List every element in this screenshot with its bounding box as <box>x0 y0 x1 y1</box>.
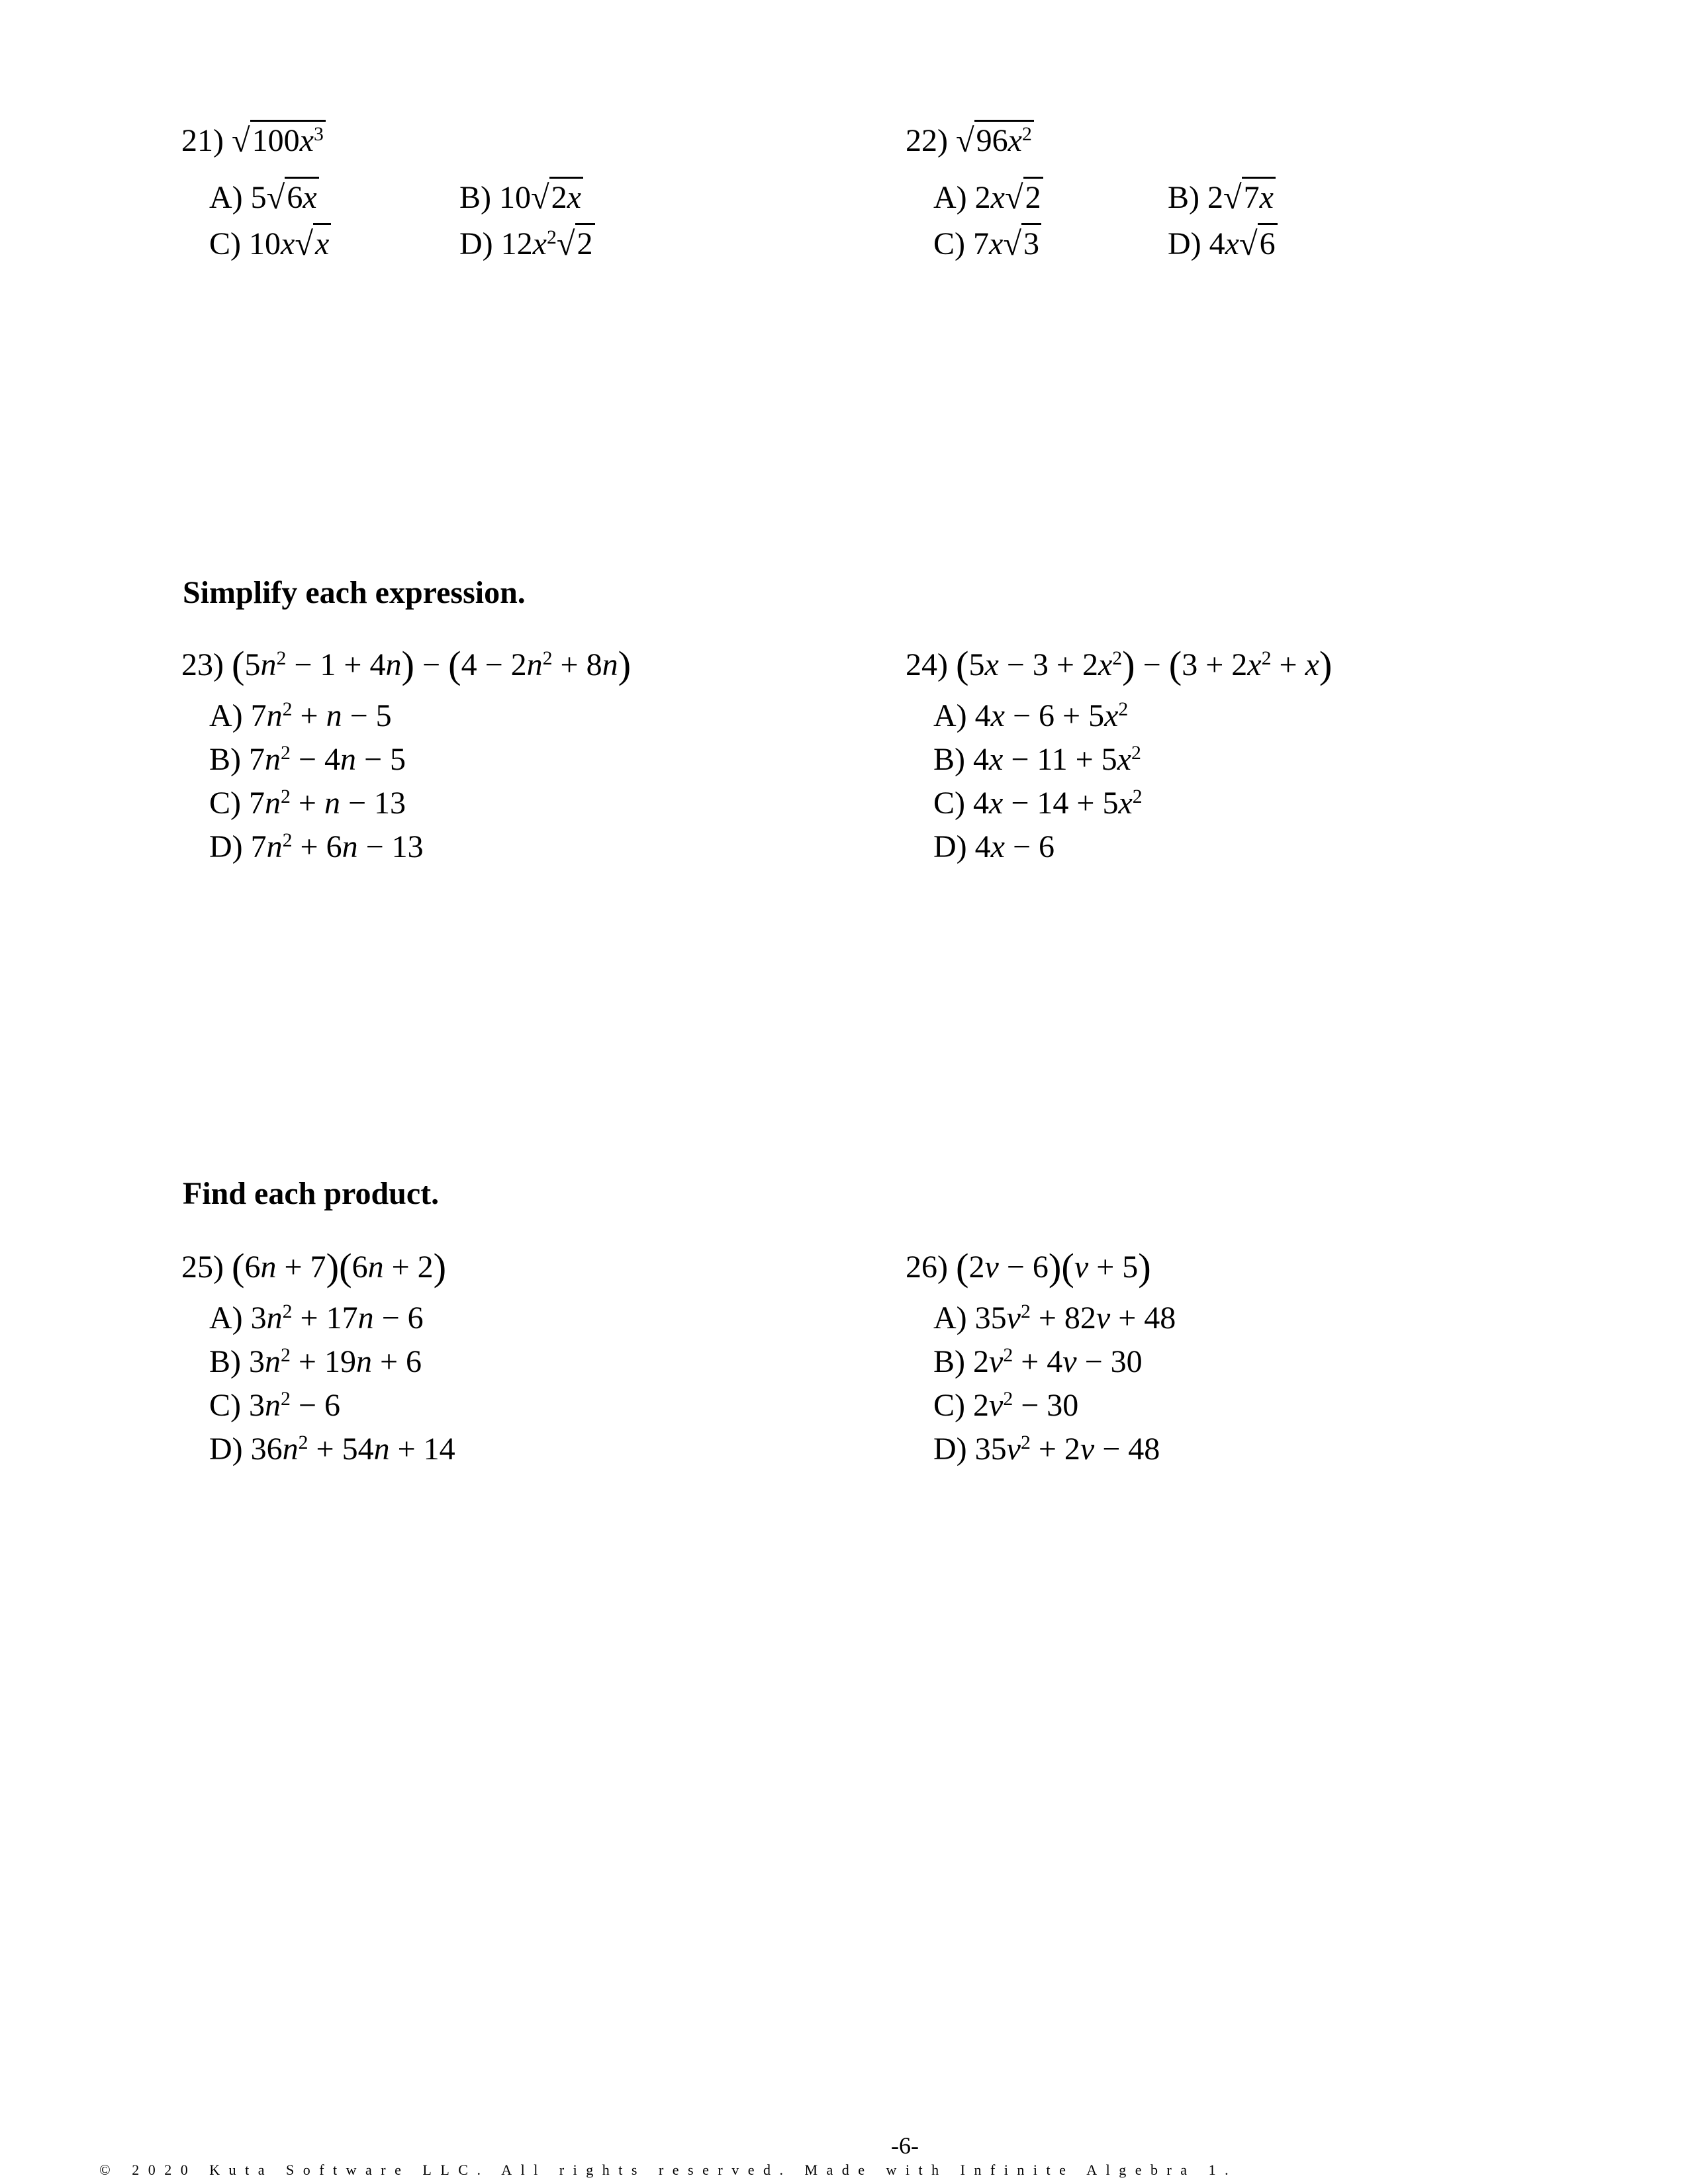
option-label: B) <box>209 742 241 777</box>
option-label: C) <box>209 226 241 261</box>
option-label: B) <box>1168 180 1199 215</box>
page-number: -6- <box>891 2132 919 2159</box>
option-label: D) <box>209 829 243 864</box>
answer-option: B) $7n^2 - 4n - 5$ <box>209 741 406 777</box>
section-heading-product: Find each product. <box>183 1176 440 1211</box>
option-label: C) <box>933 1388 965 1423</box>
problem-expression: $(5x - 3 + 2x^2) - (3 + 2x^2 + x)$ <box>955 643 1333 686</box>
answer-option: D) 4x − 6 <box>933 829 1055 864</box>
problem-24 <box>906 643 1333 686</box>
answer-option: A) 5√6x <box>209 180 319 214</box>
answer-option: D) $7n^2 + 6n - 13$ <box>209 829 424 864</box>
problem-26 <box>906 1245 1151 1289</box>
option-label: B) <box>933 1344 965 1379</box>
answer-option: A) 2x√2 <box>933 180 1043 214</box>
problem-expression: (2v − 6)(v + 5) <box>955 1245 1151 1289</box>
problem-number: 25) <box>181 1250 224 1285</box>
answer-option: C) 10x√x <box>209 226 331 260</box>
problem-expression: (6n + 7)(6n + 2) <box>231 1245 447 1289</box>
answer-option: C) $7n^2 + n - 13$ <box>209 785 406 821</box>
copyright-footer: © 2020 Kuta Software LLC. All rights reserved. Made with Infinite Algebra 1. <box>99 2161 1238 2178</box>
problem-22 <box>906 123 1034 157</box>
answer-option: D) $12x^2√2$ <box>459 226 595 260</box>
option-label: A) <box>933 1300 967 1336</box>
problem-expression: $√100x^3$ <box>232 123 326 157</box>
answer-option: C) $3n^2 - 6$ <box>209 1387 340 1423</box>
answer-option: B) 10√2x <box>459 180 583 214</box>
option-label: A) <box>209 180 243 215</box>
answer-option: A) $3n^2 + 17n - 6$ <box>209 1300 424 1336</box>
option-label: A) <box>209 698 243 733</box>
problem-number: 26) <box>906 1250 948 1285</box>
answer-option: B) $4x - 11 + 5x^2$ <box>933 741 1141 777</box>
answer-option: B) $3n^2 + 19n + 6$ <box>209 1343 422 1379</box>
option-label: D) <box>933 829 967 864</box>
answer-option: B) $2v^2 + 4v - 30$ <box>933 1343 1143 1379</box>
option-label: C) <box>209 786 241 821</box>
problem-expression: $√96x^2$ <box>956 123 1034 157</box>
option-label: B) <box>933 742 965 777</box>
option-label: A) <box>209 1300 243 1336</box>
problem-21 <box>181 123 326 157</box>
option-label: A) <box>933 698 967 733</box>
problem-23 <box>181 643 632 686</box>
option-label: C) <box>933 786 965 821</box>
problem-25 <box>181 1245 447 1289</box>
option-label: B) <box>459 180 491 215</box>
option-label: D) <box>933 1432 967 1467</box>
option-label: D) <box>459 226 493 261</box>
answer-option: C) $2v^2 - 30$ <box>933 1387 1079 1423</box>
option-label: C) <box>209 1388 241 1423</box>
answer-option: D) 4x√6 <box>1168 226 1278 260</box>
problem-number: 21) <box>181 123 224 158</box>
problem-expression: $(5n^2 - 1 + 4n) - (4 - 2n^2 + 8n)$ <box>231 643 632 686</box>
answer-option: D) $36n^2 + 54n + 14$ <box>209 1431 455 1467</box>
problem-number: 24) <box>906 647 948 682</box>
option-label: A) <box>933 180 967 215</box>
option-label: D) <box>1168 226 1201 261</box>
problem-number: 22) <box>906 123 948 158</box>
answer-option: A) $7n^2 + n - 5$ <box>209 698 392 733</box>
answer-option: D) $35v^2 + 2v - 48$ <box>933 1431 1160 1467</box>
problem-number: 23) <box>181 647 224 682</box>
answer-option: B) 2√7x <box>1168 180 1276 214</box>
option-label: B) <box>209 1344 241 1379</box>
option-label: C) <box>933 226 965 261</box>
section-heading-simplify: Simplify each expression. <box>183 575 526 610</box>
answer-option: C) 7x√3 <box>933 226 1041 260</box>
answer-option: A) $4x - 6 + 5x^2$ <box>933 698 1129 733</box>
answer-option: A) $35v^2 + 82v + 48$ <box>933 1300 1176 1336</box>
answer-option: C) $4x - 14 + 5x^2$ <box>933 785 1143 821</box>
option-label: D) <box>209 1432 243 1467</box>
